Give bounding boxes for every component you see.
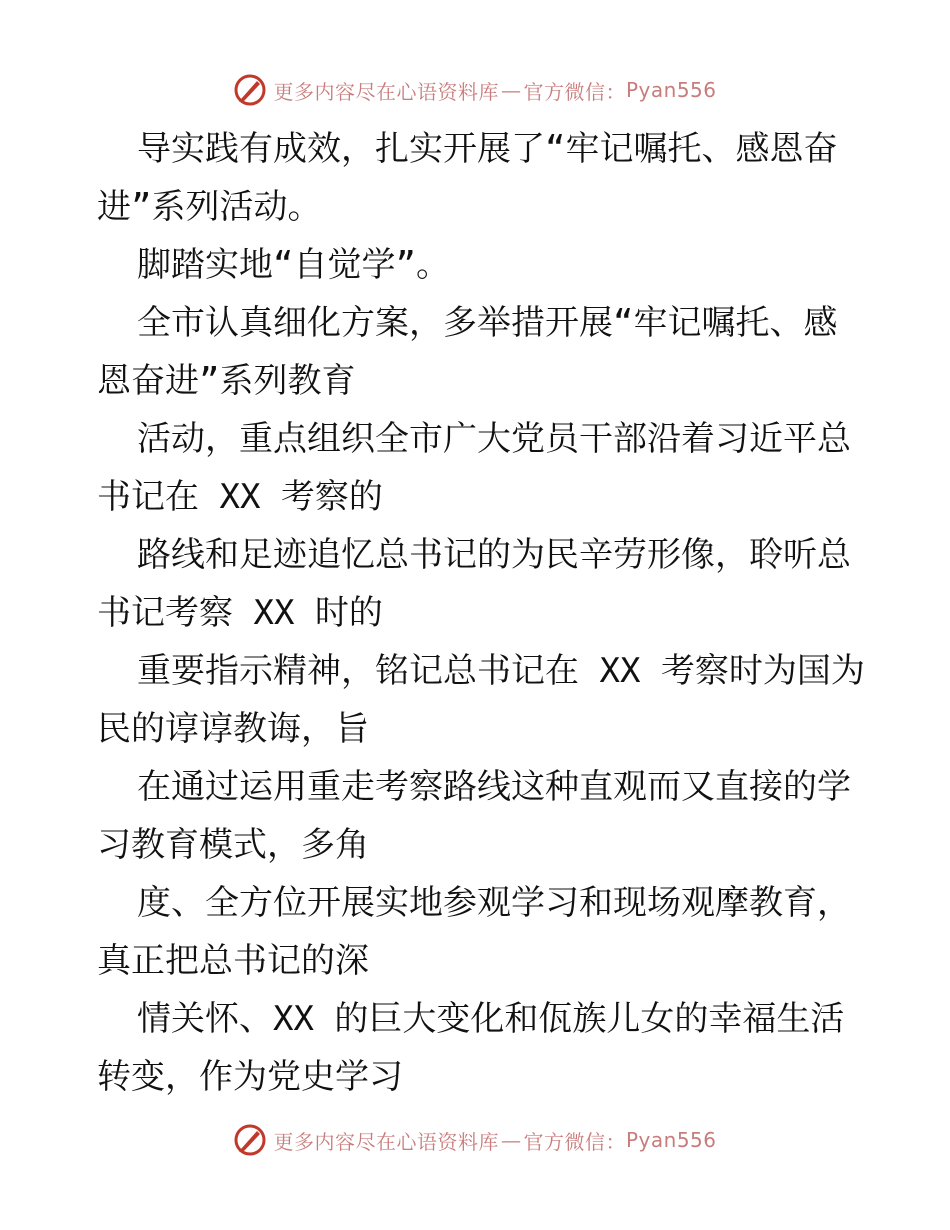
body-line: 恩奋进”系列教育 — [97, 361, 356, 401]
body-line: 情关怀、XX 的巨大变化和佤族儿女的幸福生活 — [137, 999, 845, 1039]
footer-watermark-banner — [0, 1120, 950, 1160]
body-line: 进”系列活动。 — [97, 187, 322, 227]
header-main-text: 更多内容尽在心语资料库 — [273, 79, 499, 104]
body-line: 书记考察 XX 时的 — [97, 593, 383, 633]
quill-logo-icon — [233, 1123, 267, 1157]
body-line: 书记在 XX 考察的 — [97, 477, 383, 517]
body-line: 度、全方位开展实地参观学习和现场观摩教育， — [137, 883, 851, 923]
body-line: 重要指示精神，铭记总书记在 XX 考察时为国为 — [137, 651, 865, 691]
body-line: 活动，重点组织全市广大党员干部沿着习近平总 — [137, 419, 851, 459]
body-line: 习教育模式，多角 — [97, 825, 369, 865]
quill-logo-icon — [233, 73, 267, 107]
body-line: 民的谆谆教诲，旨 — [97, 709, 369, 749]
body-line: 导实践有成效，扎实开展了“牢记嘱托、感恩奋 — [137, 129, 838, 169]
header-watermark-banner — [0, 70, 950, 110]
body-line: 全市认真细化方案，多举措开展“牢记嘱托、感 — [137, 303, 838, 343]
body-line: 脚踏实地“自觉学”。 — [137, 245, 450, 285]
body-line: 转变，作为党史学习 — [97, 1057, 403, 1097]
header-wechat-label: 官方微信： — [523, 79, 626, 104]
header-wechat-id: Pyan556 — [625, 78, 717, 102]
footer-wechat-id: Pyan556 — [625, 1128, 717, 1152]
body-text — [97, 120, 865, 1106]
footer-wechat-label: 官方微信： — [523, 1129, 626, 1154]
footer-main-text: 更多内容尽在心语资料库 — [273, 1129, 499, 1154]
header-dash: — — [500, 78, 522, 102]
body-line: 在通过运用重走考察路线这种直观而又直接的学 — [137, 767, 851, 807]
body-line: 真正把总书记的深 — [97, 941, 369, 981]
footer-dash: — — [500, 1128, 522, 1152]
body-line: 路线和足迹追忆总书记的为民辛劳形像，聆听总 — [137, 535, 851, 575]
